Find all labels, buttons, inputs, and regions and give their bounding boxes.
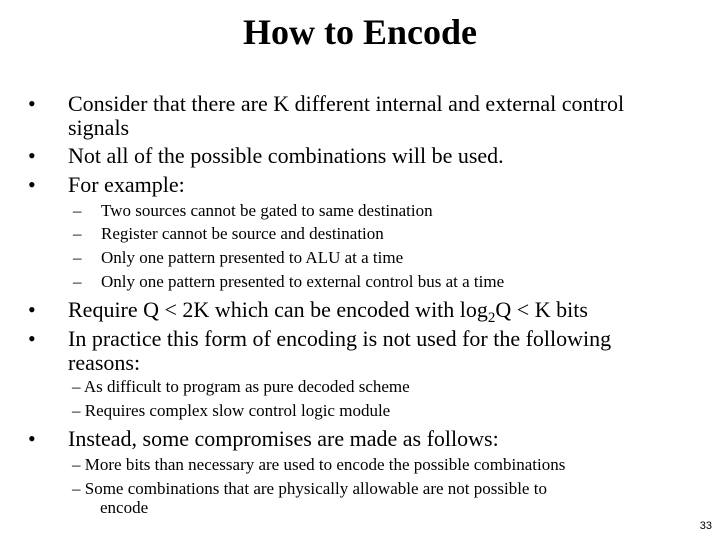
bullet-marker: • — [28, 297, 36, 322]
bullet-marker: • — [28, 426, 36, 451]
bullet-item — [28, 297, 588, 326]
dash-marker: – — [73, 272, 82, 291]
bullet-text: Not all of the possible combinations will be used. — [68, 143, 504, 168]
sub-bullet-text: Only one pattern presented to ALU at a time — [101, 248, 404, 267]
log-base-subscript: 2 — [487, 310, 496, 326]
bullet-text-continuation: signals — [68, 115, 130, 140]
sub-bullet-text: Only one pattern presented to external control bus at a time — [101, 272, 505, 291]
sub-bullet-item — [72, 455, 565, 475]
dash-marker: – — [72, 377, 81, 396]
sub-bullet-text: Two sources cannot be gated to same destination — [101, 201, 433, 220]
sub-bullet-text: Requires complex slow control logic module — [84, 401, 391, 420]
bullet-text: In practice this form of encoding is not used for the following — [68, 326, 612, 351]
dash-marker: – — [72, 455, 81, 474]
bullet-text: Instead, some compromises are made as follows: — [68, 426, 499, 451]
bullet-item — [28, 426, 499, 451]
dash-marker: – — [72, 401, 81, 420]
sub-bullet-text: Some combinations that are physically allowable are not possible to — [84, 479, 547, 498]
formula-text-end: Q < K bits — [495, 297, 588, 322]
sub-bullet-item — [72, 479, 547, 499]
bullet-marker: • — [28, 172, 36, 197]
dash-marker: – — [72, 479, 81, 498]
bullet-item — [28, 172, 185, 197]
dash-marker: – — [73, 201, 82, 220]
sub-bullet-item — [72, 377, 410, 397]
sub-bullet-item — [72, 401, 390, 421]
bullet-item — [28, 91, 625, 116]
dash-marker: – — [73, 248, 82, 267]
sub-bullet-text-continuation: encode — [100, 498, 149, 517]
sub-bullet-item — [73, 248, 404, 268]
bullet-text: For example: — [68, 172, 185, 197]
bullet-marker: • — [28, 326, 36, 351]
slide-title: How to Encode — [243, 12, 477, 52]
bullet-item — [28, 143, 504, 168]
sub-bullet-item — [73, 224, 384, 244]
bullet-text: Consider that there are K different internal and external control — [68, 91, 625, 116]
sub-bullet-item — [73, 201, 433, 221]
bullet-text — [68, 297, 588, 326]
dash-marker: – — [73, 224, 82, 243]
formula-text: Require Q < 2K which can be encoded with log — [68, 297, 488, 322]
bullet-text-continuation: reasons: — [68, 350, 141, 375]
sub-bullet-text: More bits than necessary are used to encode the possible combinations — [84, 455, 566, 474]
sub-bullet-text: Register cannot be source and destination — [101, 224, 384, 243]
bullet-marker: • — [28, 143, 36, 168]
bullet-item — [28, 326, 612, 351]
page-number: 33 — [699, 520, 712, 532]
sub-bullet-text: As difficult to program as pure decoded scheme — [83, 377, 410, 396]
bullet-marker: • — [28, 91, 36, 116]
sub-bullet-item — [73, 272, 505, 292]
